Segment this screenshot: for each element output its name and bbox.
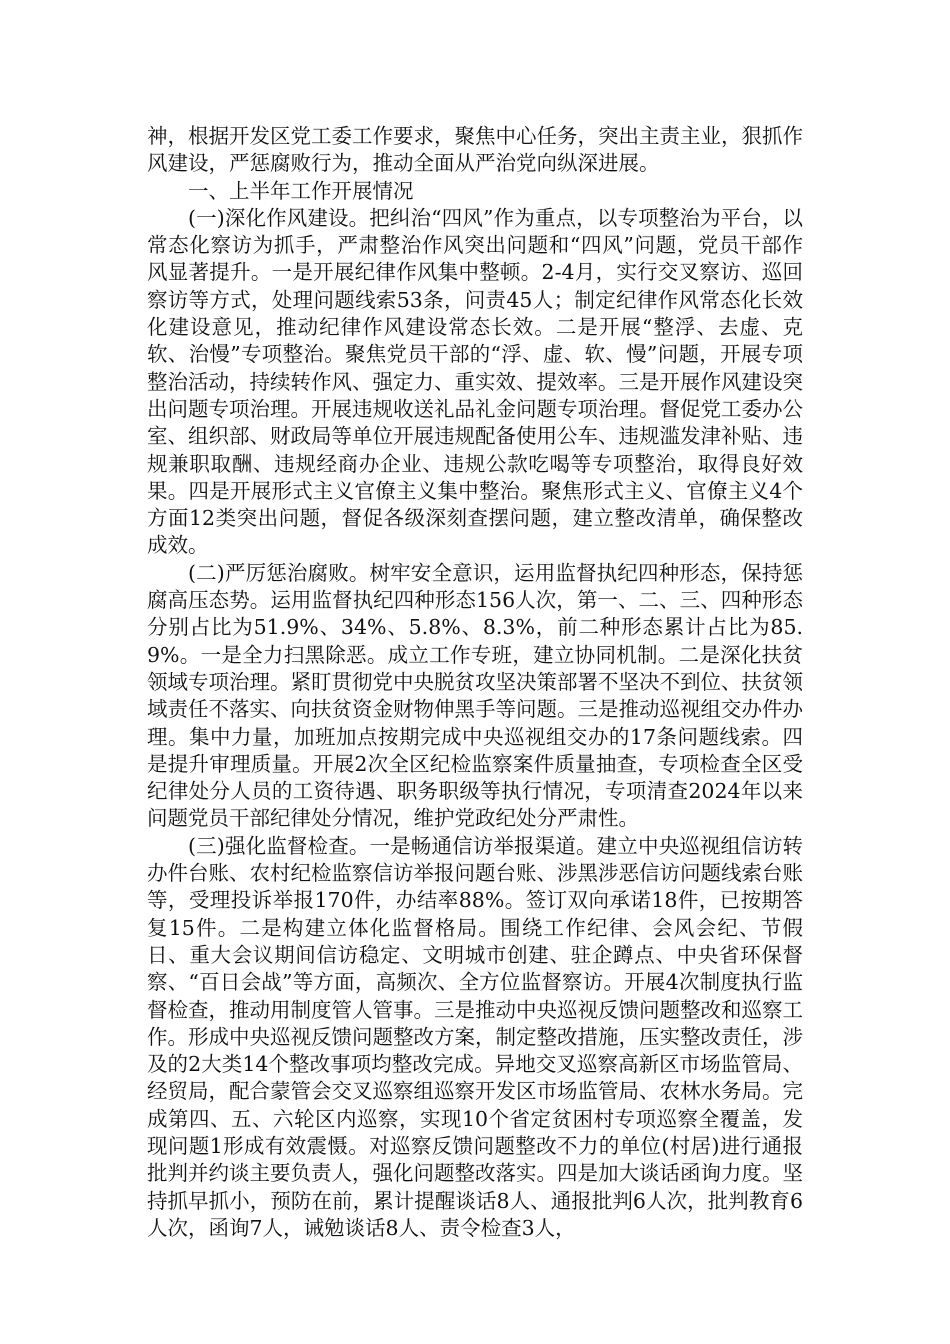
paragraph-supervision: (三)强化监督检查。一是畅通信访举报渠道。建立中央巡视组信访转办件台账、农村纪检监察信访举报问题台账、涉黑涉恶信访问题线索台账等，受理投诉举报170件，办结率88%。签订双向承诺18件，已按期答复15件。二是构建立体化监督格局。围绕工作纪律、会风会纪、节假日、重大会议期间信访稳定、文明城市创建、驻企蹲点、中央省环保督察、“百日会战”等方面，高频次、全方位监督察访。开展4次制度执行监督检查，推动用制度管人管事。三是推动中央巡视反馈问题整改和巡察工作。形成中央巡视反馈问题整改方案，制定整改措施，压实整改责任，涉及的2大类14个整改事项均整改完成。异地交叉巡察高新区市场监管局、经贸局，配合蒙管会交叉巡察组巡察开发区市场监管局、农林水务局。完成第四、五、六轮区内巡察，实现10个省定贫困村专项巡察全覆盖，发现问题1形成有效震慑。对巡察反馈问题整改不力的单位(村居)进行通报批判并约谈主要负责人，强化问题整改落实。四是加大谈话函询力度。坚持抓早抓小，预防在前，累计提醒谈话8人、通报批判6人次，批判教育6人次，函询7人，诫勉谈话8人、责令检查3人， [147,833,803,1240]
section-heading: 一、上半年工作开展情况 [188,178,414,203]
paragraph-work-style: (一)深化作风建设。把纠治“四风”作为重点，以专项整治为平台，以常态化察访为抓手，严肃整治作风突出问题和“四风”问题，党员干部作风显著提升。一是开展纪律作风集中整顿。2-4月，实行交叉察访、巡回察访等方式，处理问题线索53条，问责45人；制定纪律作风常态化长效化建设意见，推动纪律作风建设常态长效。二是开展“整浮、去虚、克软、治慢”专项整治。聚焦党员干部的“浮、虚、软、慢”问题，开展专项整治活动，持续转作风、强定力、重实效、提效率。三是开展作风建设突出问题专项治理。开展违规收送礼品礼金问题专项治理。督促党工委办公室、组织部、财政局等单位开展违规配备使用公车、违规滥发津补贴、违规兼职取酬、违规经商办企业、违规公款吃喝等专项整治，取得良好效果。四是开展形式主义官僚主义集中整治。聚焦形式主义、官僚主义4个方面12类突出问题，督促各级深刻查摆问题，建立整改清单，确保整改成效。 [147,205,803,558]
paragraph-intro-continuation: 神，根据开发区党工委工作要求，聚焦中心任务，突出主责主业，狠抓作风建设，严惩腐败行为，推动全面从严治党向纵深进展。 [147,124,803,176]
document-body [147,123,803,1242]
paragraph-anti-corruption: (二)严厉惩治腐败。树牢安全意识，运用监督执纪四种形态，保持惩腐高压态势。运用监督执纪四种形态156人次，第一、二、三、四种形态分别占比为51.9%、34%、5.8%、8.3%，前二种形态累计占比为85.9%。一是全力扫黑除恶。成立工作专班，建立协同机制。二是深化扶贫领域专项治理。紧盯贯彻党中央脱贫攻坚决策部署不坚决不到位、扶贫领域责任不落实、向扶贫资金财物伸黑手等问题。三是推动巡视组交办件办理。集中力量，加班加点按期完成中央巡视组交办的17条问题线索。四是提升审理质量。开展2次全区纪检监察案件质量抽查，专项检查全区受纪律处分人员的工资待遇、职务职级等执行情况，专项清查2024年以来问题党员干部纪律处分情况，维护党政纪处分严肃性。 [147,560,803,831]
